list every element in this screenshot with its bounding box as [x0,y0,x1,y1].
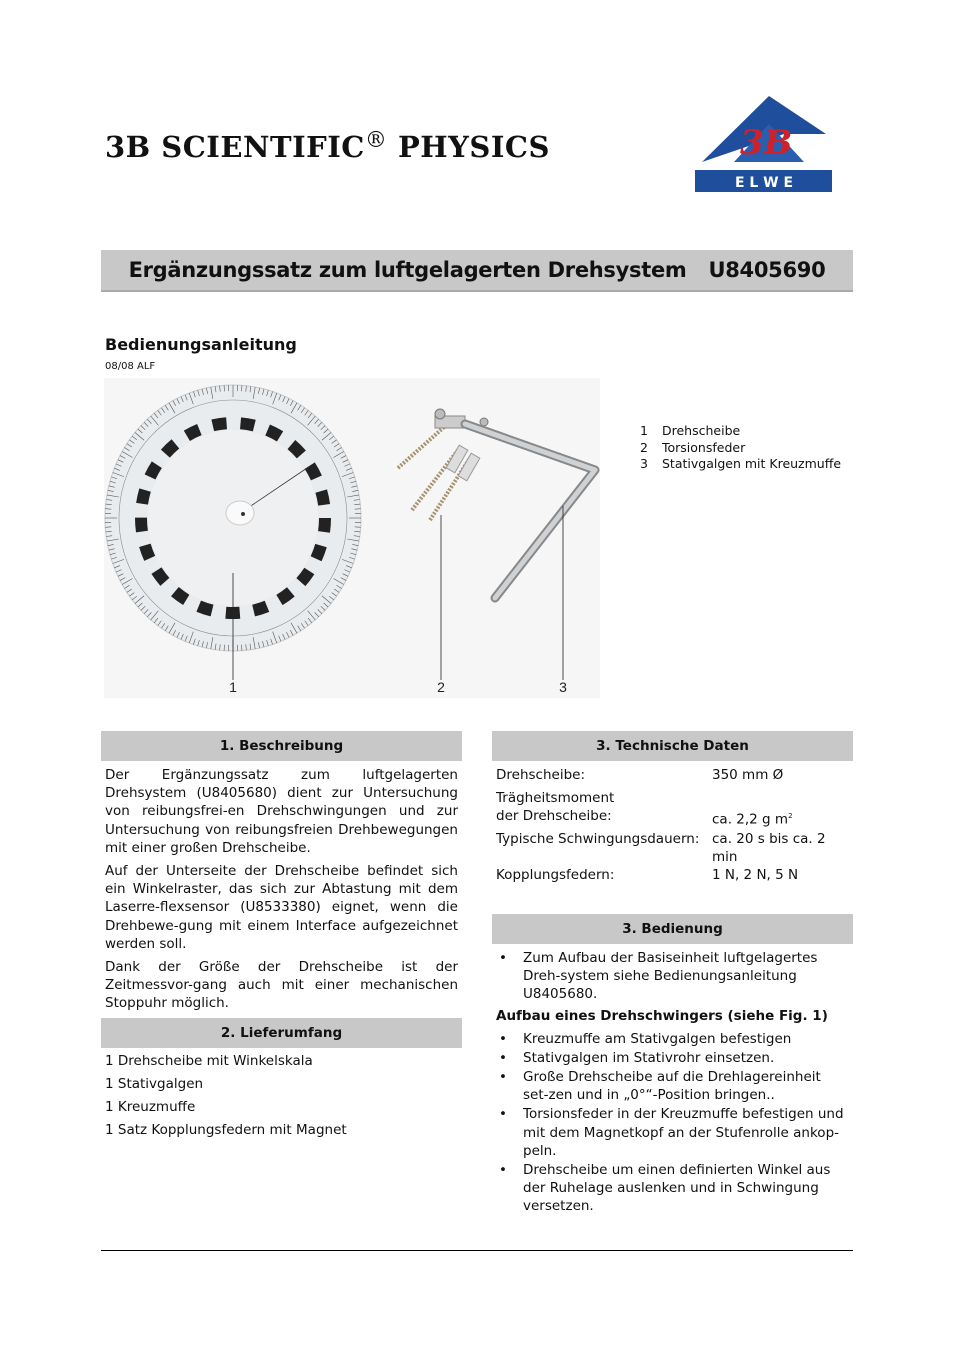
table-row: Typische Schwingungsdauern: ca. 20 s bis ca. 2 min [496,831,826,865]
figure-legend [640,423,841,473]
section-technische-daten [492,731,853,889]
brand-title [105,128,550,164]
legend-item: 1 Drehscheibe [640,423,741,438]
list-item: • Zum Aufbau der Basiseinheit luftgelagertes Dreh-system siehe Bedienungsanleitung U8405680. [496,949,849,1004]
callout-2: 2 [437,679,445,695]
logo-elwe-text: E L W E [734,175,794,191]
product-code: U8405690 [708,258,826,282]
product-title: Ergänzungssatz zum luftgelagerten Drehsystem [128,258,687,282]
paragraph: Der Ergänzungssatz zum luftgelagerten Drehsystem (U8405680) dient zur Untersuchung von reibungsfrei-en Drehschwingungen und zur Untersuchung von reibungsfreien Drehbewegungen mit einer großen Drehscheibe. [105,767,458,856]
paragraph: Auf der Unterseite der Drehscheibe befindet sich ein Winkelraster, das sich zur Abtastung mit dem Laserre-flexsensor (U8533380) eignet, wenn die Drehbewe-gung mit einem Interface aufgezeichnet werden soll. [105,863,458,952]
section-beschreibung [101,731,462,1018]
section-heading: 2. Lieferumfang [101,1018,462,1048]
logo-3b-text: 3B [740,123,793,163]
list-item: 1 Stativgalgen [105,1076,204,1092]
bedienung-intro-list [496,949,849,1004]
list-item: 1 Satz Kopplungsfedern mit Magnet [105,1122,347,1138]
subheading: Aufbau eines Drehschwingers (siehe Fig. 1) [496,1007,828,1024]
registered-mark: ® [364,128,388,153]
brand-name: 3B SCIENTIFIC [105,130,365,164]
table-row: Trägheitsmoment [496,790,615,806]
footer-rule [101,1250,853,1251]
manual-title: Bedienungsanleitung [105,335,297,354]
table-row: Kopplungsfedern: 1 N, 2 N, 5 N [496,867,799,883]
list-item: • Stativgalgen im Stativrohr einsetzen. [496,1049,849,1067]
list-item: • Große Drehscheibe auf die Drehlagereinheit set-zen und in „0°“-Position bringen.. [496,1068,849,1104]
tech-data-table [496,766,849,889]
bedienung-steps [496,1030,849,1216]
callout-1: 1 [229,679,237,695]
brand-suffix: PHYSICS [387,130,550,164]
section-lieferumfang [101,1018,462,1142]
list-item: 1 Drehscheibe mit Winkelskala [105,1053,313,1069]
table-row: der Drehscheibe: ca. 2,2 g $m^2$ [496,808,793,828]
section-bedienung [492,914,853,1217]
section-heading: 1. Beschreibung [101,731,462,761]
3b-elwe-logo [694,94,834,194]
product-title-bar [101,250,853,292]
product-figure [100,378,620,698]
list-item: • Kreuzmuffe am Stativgalgen befestigen [496,1030,849,1048]
list-item: • Drehscheibe um einen definierten Winkel aus der Ruhelage auslenken und in Schwingung versetzen. [496,1161,849,1216]
list-item: 1 Kreuzmuffe [105,1099,196,1115]
list-item: • Torsionsfeder in der Kreuzmuffe befestigen und mit dem Magnetkopf an der Stufenrolle ankop-peln. [496,1105,849,1160]
section-heading: 3. Bedienung [492,914,853,944]
callout-3: 3 [559,679,567,695]
table-row: Drehscheibe: 350 mm Ø [496,767,784,783]
manual-date: 08/08 ALF [105,361,156,372]
legend-item: 3 Stativgalgen mit Kreuzmuffe [640,456,842,471]
paragraph: Dank der Größe der Drehscheibe ist der Zeitmessvor-gang auch mit einer mechanischen Stoppuhr möglich. [105,959,458,1012]
section-heading: 3. Technische Daten [492,731,853,761]
legend-item: 2 Torsionsfeder [640,439,746,455]
